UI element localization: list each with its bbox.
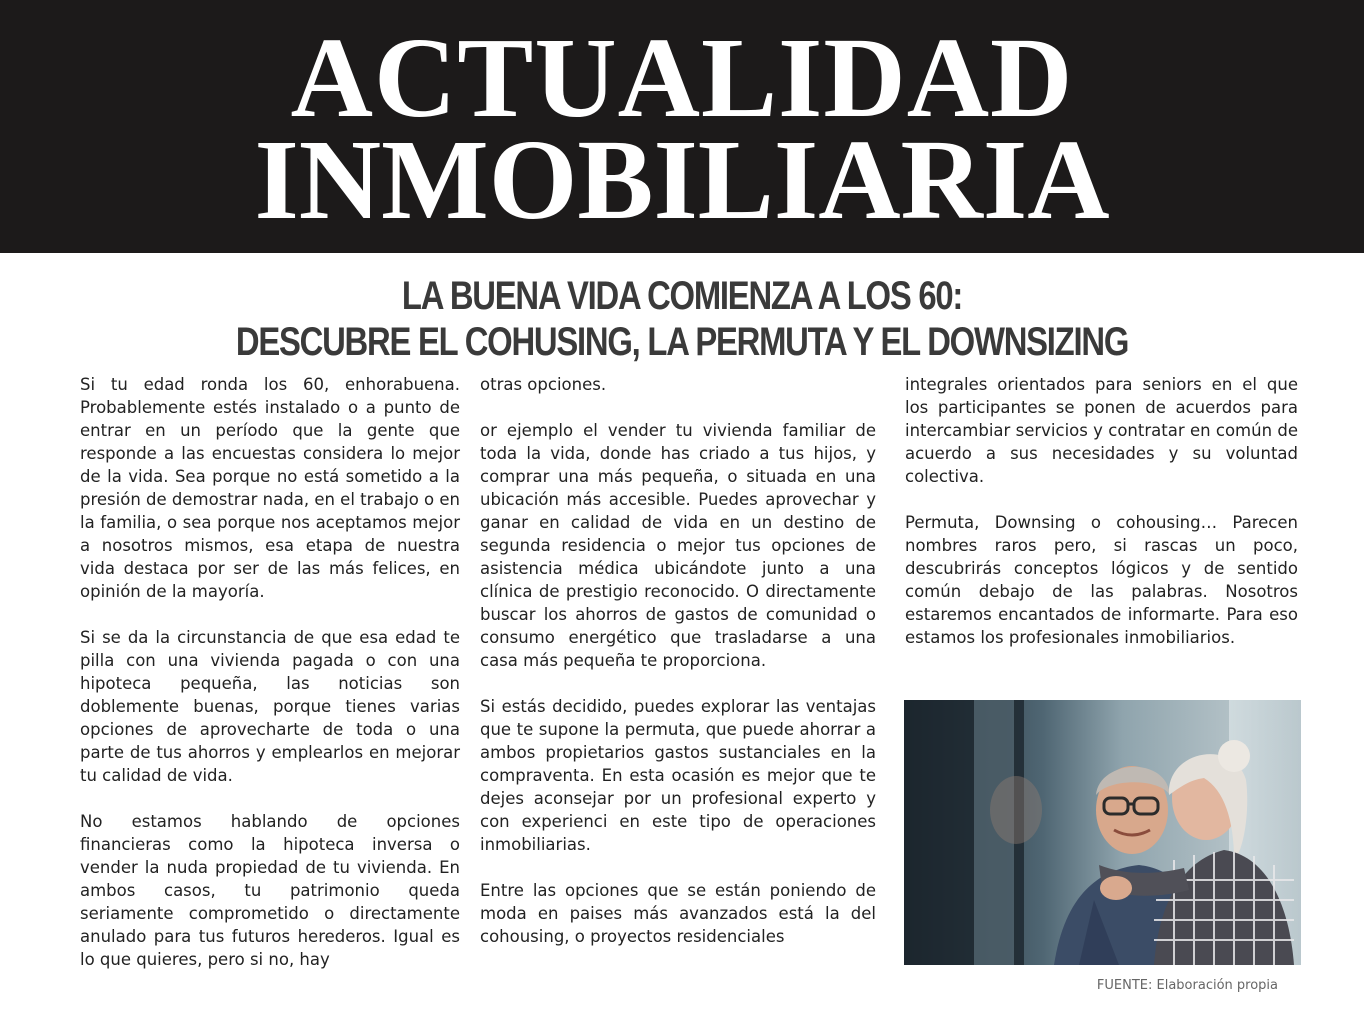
article-column-1 xyxy=(80,373,460,994)
paragraph: integrales orientados para seniors en el que los participantes se ponen de acuerdos para intercambiar servicios y contratar en común de acuerdo a sus necesidades y su voluntad colectiva. xyxy=(905,375,1298,486)
paragraph: Entre las opciones que se están poniendo de moda en paises más avanzados está la del cohousing, o proyectos residenciales xyxy=(480,881,876,946)
article-column-2 xyxy=(480,373,876,971)
paragraph: or ejemplo el vender tu vivienda familiar de toda la vida, donde has criado a tus hijos, y comprar una más pequeña, o situada en una ubicación más accesible. Puedes aprovechar y ganar en calidad de vida en un destino de segunda residencia o mejor tus opciones de asistencia médica ubicándote junto a una clínica de prestigio reconocido. O directamente buscar los ahorros de gastos de comunidad o consumo energético que trasladarse a una casa más pequeña te proporciona. xyxy=(480,421,876,670)
paragraph: No estamos hablando de opciones financieras como la hipoteca inversa o vender la nuda propiedad de tu vivienda. En ambos casos, tu patrimonio queda seriamente comprometido o directamente anulado para tus futuros herederos. Igual es lo que quieres, pero si no, hay xyxy=(80,812,460,969)
headline-line-1: LA BUENA VIDA COMIENZA A LOS 60: xyxy=(401,274,963,318)
senior-couple-photo xyxy=(904,700,1301,965)
masthead-line-1: ACTUALIDAD xyxy=(290,14,1074,141)
article-column-3 xyxy=(905,373,1298,672)
masthead-line-2: INMOBILIARIA xyxy=(254,116,1110,243)
paragraph: Si se da la circunstancia de que esa edad te pilla con una vivienda pagada o con una hipoteca pequeña, las noticias son doblemente buenas, porque tienes varias opciones de aprovecharte de toda o una parte de tus ahorros y emplearlos en mejorar tu calidad de vida. xyxy=(80,628,460,785)
paragraph: Si tu edad ronda los 60, enhorabuena. Probablemente estés instalado o a punto de entrar en un período que la gente que responde a las encuestas considera lo mejor de la vida. Sea porque no está sometido a la presión de demostrar nada, en el trabajo o en la familia, o sea porque nos aceptamos mejor a nosotros mismos, esa etapa de nuestra vida destaca por ser de las más felices, en opinión de la mayoría. xyxy=(80,375,460,601)
masthead xyxy=(0,0,1364,253)
headline-line-2: DESCUBRE EL COHUSING, LA PERMUTA Y EL DOWNSIZING xyxy=(235,320,1129,364)
paragraph: Permuta, Downsing o cohousing… Parecen nombres raros pero, si rascas un poco, descubrirás conceptos lógicos y de sentido común debajo de las palabras. Nosotros estaremos encantados de informarte. Para eso estamos los profesionales inmobiliarios. xyxy=(905,513,1298,647)
photo-caption: FUENTE: Elaboración propia xyxy=(1096,978,1278,993)
paragraph: otras opciones. xyxy=(480,375,607,394)
paragraph: Si estás decidido, puedes explorar las ventajas que te supone la permuta, que puede ahorrar a ambos propietarios gastos sustanciales en la compraventa. En esta ocasión es mejor que te dejes aconsejar por un profesional experto y con experienci en este tipo de operaciones inmobiliarias. xyxy=(480,697,876,854)
